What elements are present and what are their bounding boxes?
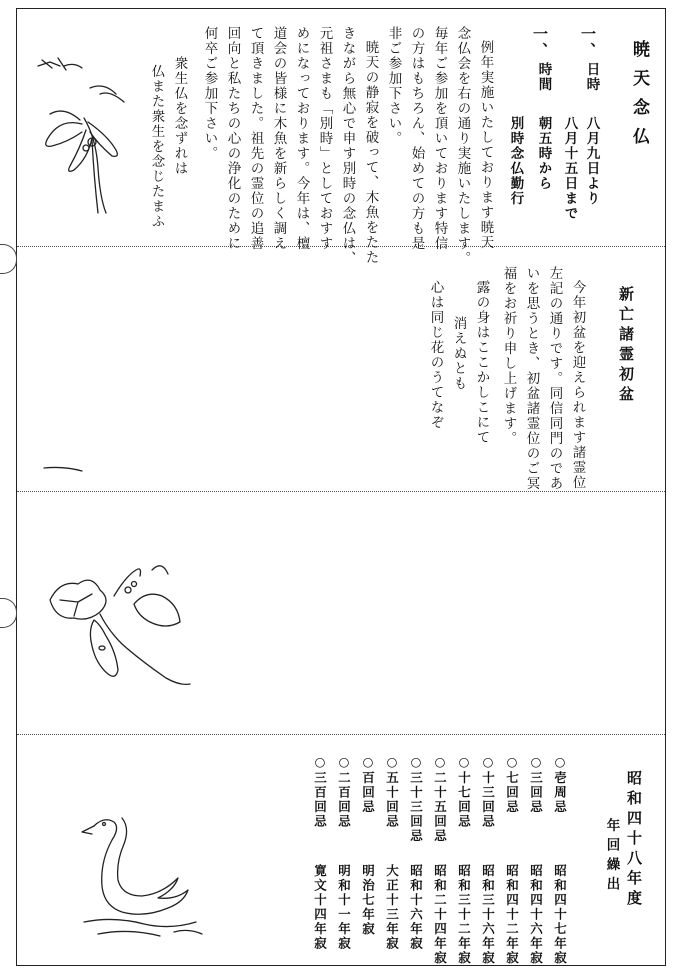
punch-hole-1 [0,244,17,274]
memorial-year-11: 寛文十四年寂 [312,864,328,951]
verse-line-1: 衆生仏を念ずれは [171,56,188,176]
verse-line-2: 仏また衆生を念じたまふ [148,64,165,229]
memorial-year-8: 大正十三年寂 [384,864,400,951]
memorial-anniv-6: ○二十五回忌 [432,754,448,844]
memorial-year-2: 昭和四十六年寂 [528,864,544,966]
obon-body-line-3: いを思うとき、初盆諸霊位のご冥 [523,266,540,491]
memorial-year-6: 昭和二十四年寂 [432,864,448,966]
body-line-4: の方はもちろん、始めての方も是 [408,26,425,251]
memorial-anniv-2: ○三回忌 [528,754,544,815]
memorial-year-7: 昭和十六年寂 [408,864,424,951]
body-line-8: 元祖さまも「別時」としておすす [316,26,333,251]
punch-hole-2 [0,598,17,628]
memorial-anniv-1: ○壱周忌 [552,754,568,815]
memorial-year-9: 明治七年寂 [360,864,376,937]
section-title-hatsubon: 新亡諸霊初盆 [617,286,635,406]
schedule-label-date: 日時 [583,62,600,92]
schedule-value-time: 朝五時から [535,116,552,191]
memorial-title: 昭和四十八年度 [625,770,643,910]
cucumber-illustration [30,560,210,700]
dragonfly-illustration [20,48,140,228]
obon-poem-line-1: 露の身はここかしこにて [473,280,490,445]
memorial-anniv-5: ○十七回忌 [456,754,472,829]
obon-body-line-2: 左記の通りです。同信同門のであ [546,266,563,491]
obon-body-line-4: 福をお祈り申し上げます。 [500,266,517,446]
section-title-gyoten: 暁天念仏 [629,40,649,156]
memorial-anniv-11: ○三百回忌 [312,754,328,829]
body-line-10: 道会の皆様に木魚を新らしく調え [270,26,287,251]
swan-illustration [64,810,214,950]
memorial-year-4: 昭和三十六年寂 [480,864,496,966]
body-line-3: 毎年ご参加を頂いております特信 [431,26,448,251]
schedule-marker-time: 一、 [531,26,549,59]
obon-poem-line-2: 消えぬとも [450,316,467,391]
schedule-value-date-start: 八月九日より [583,116,600,206]
body-line-9: めになっております。今年は、檀 [293,26,310,251]
ink-stroke-mark [40,462,100,476]
memorial-anniv-8: ○五十回忌 [384,754,400,829]
memorial-anniv-3: ○七回忌 [504,754,520,815]
memorial-anniv-10: ○二百回忌 [336,754,352,829]
memorial-anniv-9: ○百回忌 [360,754,376,815]
body-line-12: 回向と私たちの心の浄化のために [224,26,241,251]
body-line-11: て頂きました。祖先の霊位の追善 [247,26,264,251]
schedule-marker-date: 一、 [579,26,597,59]
memorial-year-3: 昭和四十二年寂 [504,864,520,966]
memorial-year-10: 明和十一年寂 [336,864,352,951]
body-line-1: 例年実施いたしております暁天 [477,40,494,250]
schedule-label-time: 時間 [535,62,552,92]
obon-poem-line-3: 心は同じ花のうてなぞ [427,280,444,430]
body-line-7: きながら無心で申す別時の念仏は、 [339,26,356,266]
memorial-subtitle: 年回繰出 [603,818,620,896]
body-line-13: 何卒ご参加下さい。 [201,26,218,161]
schedule-value-service: 別時念仏勤行 [507,116,524,206]
memorial-year-5: 昭和三十二年寂 [456,864,472,966]
memorial-anniv-4: ○十三回忌 [480,754,496,829]
body-line-2: 念仏会を右の通り実施いたします。 [454,26,471,266]
body-line-6: 暁天の静寂を破って、木魚をたた [362,40,379,265]
fold-line-3 [17,734,665,735]
fold-line-2 [17,491,665,492]
memorial-anniv-7: ○三十三回忌 [408,754,424,844]
obon-body-line-1: 今年初盆を迎えられます諸霊位 [569,280,586,490]
memorial-year-1: 昭和四十七年寂 [552,864,568,966]
body-line-5: 非ご参加下さい。 [385,26,402,146]
schedule-value-date-end: 八月十五日まで [561,116,578,221]
